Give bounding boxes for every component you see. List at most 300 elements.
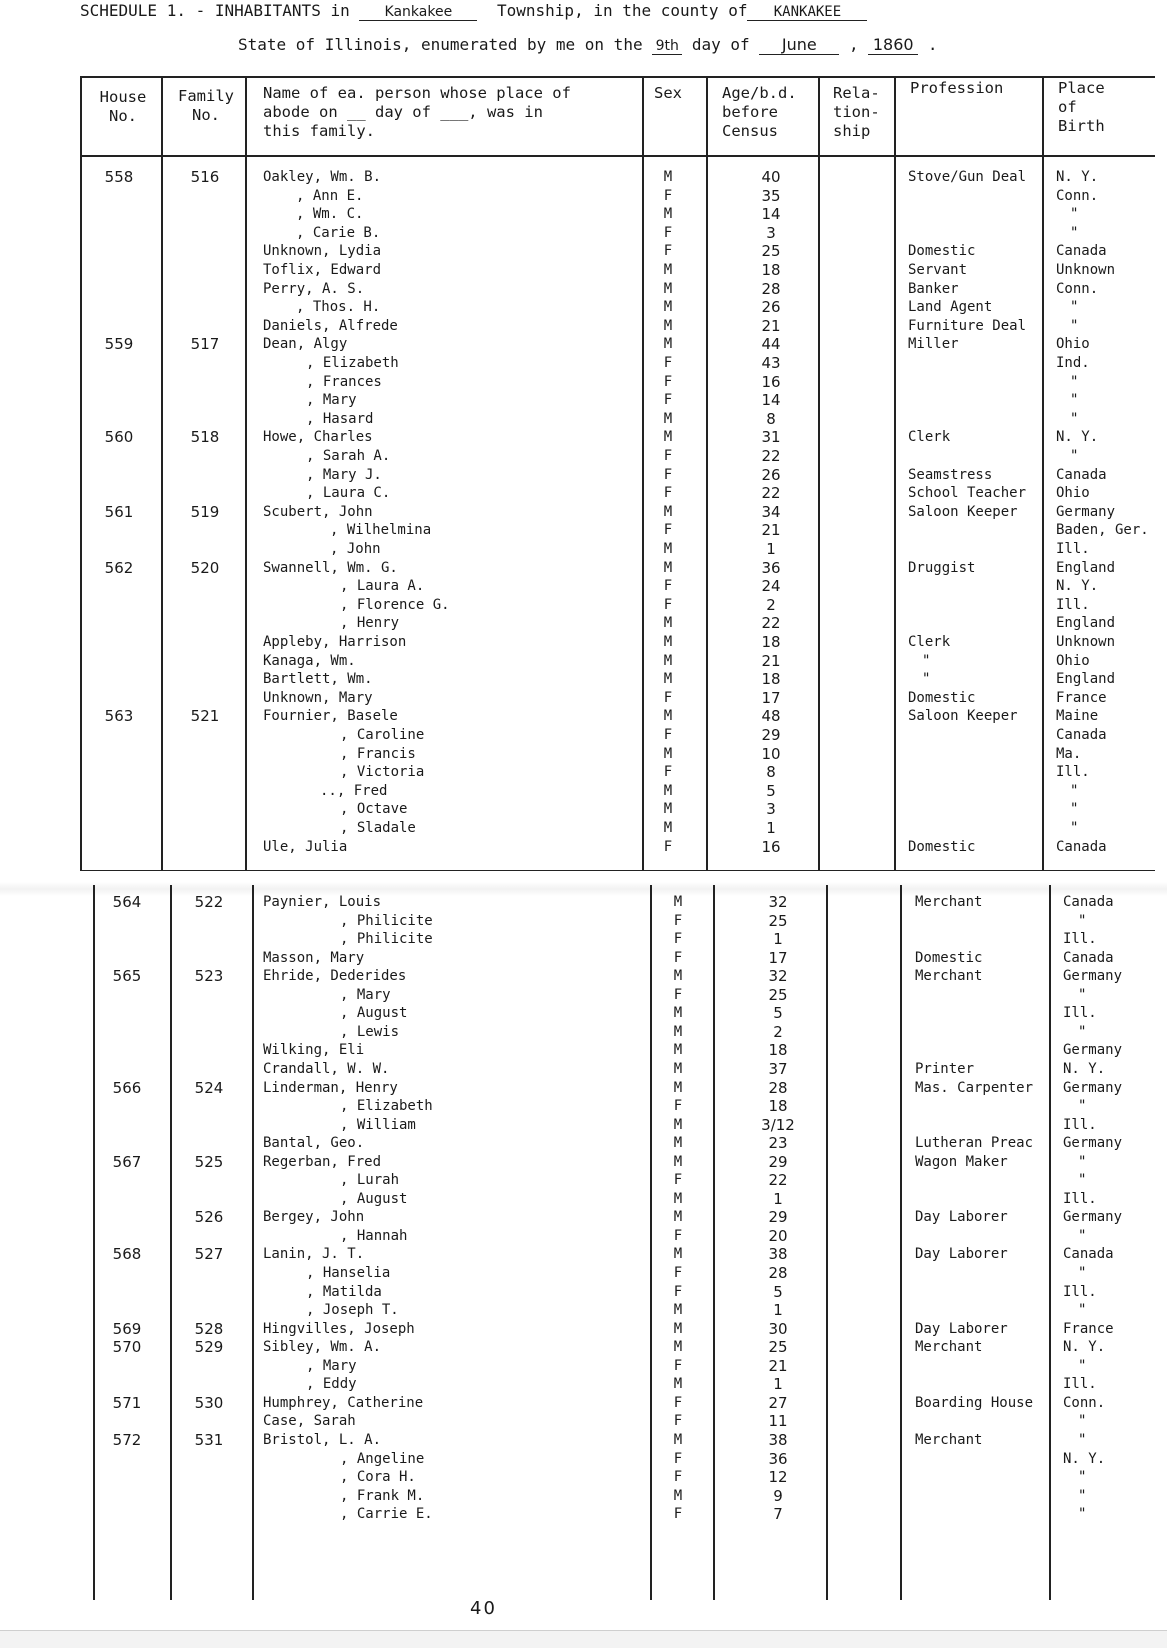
birthplace: N. Y. bbox=[1056, 169, 1099, 185]
age: 28 bbox=[761, 279, 781, 298]
age: 22 bbox=[768, 1171, 788, 1190]
person-name: , Hasard bbox=[306, 410, 374, 427]
birthplace: " bbox=[1078, 1302, 1087, 1319]
profession: Clerk bbox=[908, 429, 951, 446]
sex: M bbox=[663, 745, 673, 762]
sex: M bbox=[663, 541, 673, 557]
person-name: , Wm. C. bbox=[296, 206, 364, 223]
birthplace: " bbox=[1078, 1506, 1087, 1523]
census-row bbox=[0, 540, 1167, 559]
sex: M bbox=[673, 1431, 683, 1448]
census-row bbox=[0, 410, 1167, 429]
family-no: 527 bbox=[194, 1245, 224, 1264]
sex: F bbox=[663, 485, 673, 502]
sex: M bbox=[663, 559, 673, 576]
header-bottom-rule bbox=[80, 155, 1155, 157]
age: 2 bbox=[766, 595, 776, 614]
age: 26 bbox=[761, 298, 781, 317]
age: 18 bbox=[761, 633, 781, 651]
profession: Mas. Carpenter bbox=[915, 1079, 1034, 1096]
profession: Domestic bbox=[908, 243, 976, 260]
census-row bbox=[0, 614, 1167, 633]
birthplace: " bbox=[1078, 1469, 1087, 1486]
age: 28 bbox=[768, 1264, 788, 1282]
birthplace: England bbox=[1056, 671, 1116, 688]
person-name: Ehride, Dederides bbox=[263, 968, 407, 985]
person-name: , Florence G. bbox=[340, 596, 450, 613]
age: 1 bbox=[773, 1189, 783, 1208]
person-name: , Victoria bbox=[340, 764, 425, 781]
family-no: 528 bbox=[194, 1319, 224, 1338]
schedule-title-line bbox=[80, 1, 867, 21]
age: 31 bbox=[761, 428, 781, 447]
census-row bbox=[0, 1060, 1167, 1079]
sex: F bbox=[663, 224, 673, 241]
birthplace: N. Y. bbox=[1063, 1450, 1106, 1467]
age: 17 bbox=[768, 948, 788, 967]
birthplace: " bbox=[1078, 1265, 1087, 1281]
age: 5 bbox=[773, 1004, 783, 1023]
census-row bbox=[0, 428, 1167, 447]
sex: M bbox=[663, 782, 673, 799]
sex: M bbox=[673, 1487, 683, 1504]
age: 38 bbox=[768, 1430, 788, 1449]
profession: Wagon Maker bbox=[915, 1153, 1008, 1170]
person-name: , Frank M. bbox=[340, 1487, 425, 1504]
person-name: , Henry bbox=[340, 615, 400, 632]
person-name: Perry, A. S. bbox=[263, 280, 365, 297]
census-row bbox=[0, 1450, 1167, 1469]
birthplace: N. Y. bbox=[1063, 1060, 1106, 1077]
age: 35 bbox=[761, 186, 781, 205]
comma-sep: , bbox=[848, 35, 859, 54]
person-name: Sibley, Wm. A. bbox=[263, 1339, 382, 1356]
census-row bbox=[0, 1227, 1167, 1246]
sex: M bbox=[663, 801, 673, 818]
census-row bbox=[0, 1245, 1167, 1264]
census-row bbox=[0, 559, 1167, 578]
birthplace: " bbox=[1078, 1431, 1087, 1448]
person-name: , Hannah bbox=[340, 1227, 408, 1244]
census-row bbox=[0, 1153, 1167, 1172]
age: 23 bbox=[768, 1134, 788, 1153]
birthplace: " bbox=[1070, 448, 1079, 464]
title-prefix: SCHEDULE 1. - INHABITANTS in bbox=[80, 1, 350, 20]
person-name: , William bbox=[340, 1116, 416, 1133]
person-name: Bristol, L. A. bbox=[263, 1431, 382, 1448]
profession: Druggist bbox=[908, 559, 976, 576]
census-row bbox=[0, 354, 1167, 373]
sex: M bbox=[663, 503, 673, 520]
census-row bbox=[0, 242, 1167, 261]
census-row bbox=[0, 373, 1167, 392]
profession: School Teacher bbox=[908, 485, 1027, 502]
period: . bbox=[927, 35, 938, 54]
person-name: , Elizabeth bbox=[340, 1098, 433, 1115]
age: 43 bbox=[761, 354, 781, 372]
age: 29 bbox=[768, 1152, 788, 1171]
sex: F bbox=[673, 1098, 683, 1115]
census-row bbox=[0, 986, 1167, 1005]
sex: M bbox=[673, 1153, 683, 1170]
profession: Day Laborer bbox=[915, 1246, 1008, 1263]
person-name: Kanaga, Wm. bbox=[263, 652, 356, 669]
profession: Miller bbox=[908, 336, 959, 353]
profession: Merchant bbox=[915, 968, 983, 985]
sex: F bbox=[673, 1394, 683, 1411]
birthplace: Ma. bbox=[1056, 745, 1082, 762]
birthplace: Ind. bbox=[1056, 355, 1090, 371]
sex: F bbox=[663, 764, 673, 781]
sex: M bbox=[673, 968, 683, 985]
birthplace: Ill. bbox=[1056, 596, 1090, 613]
family-no: 526 bbox=[194, 1208, 224, 1227]
age: 25 bbox=[768, 985, 788, 1004]
birthplace: Canada bbox=[1056, 838, 1107, 855]
person-name: , Caroline bbox=[340, 727, 425, 743]
birthplace: Maine bbox=[1056, 708, 1099, 725]
age: 29 bbox=[768, 1208, 788, 1227]
sex: F bbox=[663, 355, 673, 371]
person-name: Linderman, Henry bbox=[263, 1079, 398, 1096]
house-no: 559 bbox=[104, 335, 134, 354]
sex: M bbox=[673, 1116, 683, 1133]
census-row bbox=[0, 1264, 1167, 1283]
sex: M bbox=[663, 280, 673, 297]
birthplace: " bbox=[1078, 1357, 1087, 1374]
census-row bbox=[0, 689, 1167, 708]
birthplace: " bbox=[1070, 410, 1079, 427]
age: 21 bbox=[761, 651, 781, 670]
person-name: , August bbox=[340, 1005, 408, 1022]
sex: F bbox=[663, 596, 673, 613]
sex: F bbox=[663, 392, 673, 409]
person-name: , Sarah A. bbox=[306, 448, 391, 464]
person-name: , Thos. H. bbox=[296, 299, 381, 316]
profession: " bbox=[922, 652, 931, 669]
census-row bbox=[0, 503, 1167, 522]
census-row bbox=[0, 800, 1167, 819]
person-name: , Mary J. bbox=[306, 466, 382, 483]
age: 44 bbox=[761, 335, 781, 354]
birthplace: Canada bbox=[1063, 1246, 1114, 1263]
age: 14 bbox=[761, 205, 781, 224]
sex: M bbox=[673, 1042, 683, 1059]
census-row bbox=[0, 967, 1167, 986]
census-row bbox=[0, 1097, 1167, 1116]
census-row bbox=[0, 652, 1167, 671]
census-row bbox=[0, 205, 1167, 224]
birthplace: " bbox=[1070, 392, 1079, 409]
profession: Servant bbox=[908, 262, 968, 278]
profession: Domestic bbox=[908, 838, 976, 855]
sex: F bbox=[663, 187, 673, 204]
birthplace: Ohio bbox=[1056, 652, 1090, 669]
age: 3/12 bbox=[761, 1115, 795, 1134]
sex: M bbox=[673, 1060, 683, 1077]
person-name: Bartlett, Wm. bbox=[263, 671, 373, 688]
table-top-border bbox=[80, 76, 1155, 78]
age: 5 bbox=[766, 781, 776, 800]
family-no: 519 bbox=[190, 502, 220, 521]
sex: M bbox=[663, 336, 673, 353]
census-row bbox=[0, 912, 1167, 931]
person-name: , Mary bbox=[306, 392, 357, 409]
profession: Saloon Keeper bbox=[908, 503, 1018, 520]
age: 30 bbox=[768, 1319, 788, 1338]
header-family-no: Family No. bbox=[178, 87, 234, 124]
birthplace: Ill. bbox=[1063, 931, 1097, 948]
person-name: , Angeline bbox=[340, 1450, 425, 1467]
age: 37 bbox=[768, 1059, 788, 1078]
profession: Seamstress bbox=[908, 466, 993, 483]
birthplace: Canada bbox=[1063, 894, 1114, 910]
birthplace: England bbox=[1056, 615, 1116, 632]
house-no: 564 bbox=[112, 893, 142, 911]
house-no: 570 bbox=[112, 1338, 142, 1357]
page-number: 40 bbox=[470, 1598, 497, 1619]
person-name: , Carrie E. bbox=[340, 1506, 433, 1523]
census-row bbox=[0, 1431, 1167, 1450]
house-no: 565 bbox=[112, 967, 142, 986]
birthplace: " bbox=[1078, 986, 1087, 1003]
sex: M bbox=[673, 894, 683, 910]
sex: F bbox=[673, 1450, 683, 1467]
birthplace: Canada bbox=[1056, 727, 1107, 743]
header-sex: Sex bbox=[654, 84, 682, 102]
family-no: 531 bbox=[194, 1430, 224, 1449]
sex: M bbox=[673, 1320, 683, 1337]
birthplace: N. Y. bbox=[1056, 578, 1099, 595]
age: 21 bbox=[761, 316, 781, 335]
person-name: Humphrey, Catherine bbox=[263, 1394, 424, 1411]
person-name: Case, Sarah bbox=[263, 1413, 356, 1430]
sex: F bbox=[673, 1265, 683, 1281]
census-row bbox=[0, 930, 1167, 949]
sex: F bbox=[673, 986, 683, 1003]
birthplace: " bbox=[1070, 820, 1079, 836]
age: 36 bbox=[768, 1449, 788, 1468]
age: 10 bbox=[761, 744, 781, 763]
person-name: , Lurah bbox=[340, 1172, 400, 1189]
sex: M bbox=[663, 206, 673, 223]
birthplace: Germany bbox=[1063, 1079, 1123, 1096]
age: 11 bbox=[768, 1412, 788, 1431]
profession: Merchant bbox=[915, 894, 983, 910]
census-row bbox=[0, 1320, 1167, 1339]
family-no: 529 bbox=[194, 1338, 224, 1357]
sex: M bbox=[673, 1135, 683, 1152]
census-row bbox=[0, 335, 1167, 354]
age: 22 bbox=[761, 614, 781, 633]
census-row bbox=[0, 1394, 1167, 1413]
month-field: June bbox=[759, 35, 839, 55]
house-no: 567 bbox=[112, 1152, 142, 1171]
house-no: 561 bbox=[104, 502, 134, 521]
sex: M bbox=[663, 652, 673, 669]
house-no: 568 bbox=[112, 1245, 142, 1264]
birthplace: Ohio bbox=[1056, 336, 1090, 353]
census-row bbox=[0, 168, 1167, 187]
birthplace: " bbox=[1070, 801, 1079, 818]
age: 8 bbox=[766, 763, 776, 782]
census-row bbox=[0, 1375, 1167, 1394]
profession: Saloon Keeper bbox=[908, 708, 1018, 725]
profession: Boarding House bbox=[915, 1394, 1034, 1411]
birthplace: " bbox=[1070, 782, 1079, 799]
person-name: , Mary bbox=[340, 986, 391, 1003]
family-no: 522 bbox=[194, 893, 224, 911]
header-name: Name of ea. person whose place of abode on __ day of ___, was in this family. bbox=[263, 84, 571, 140]
census-row bbox=[0, 224, 1167, 243]
birthplace: N. Y. bbox=[1063, 1339, 1106, 1356]
census-row bbox=[0, 745, 1167, 764]
birthplace: Ill. bbox=[1056, 764, 1090, 781]
sex: M bbox=[673, 1209, 683, 1226]
census-row bbox=[0, 1190, 1167, 1209]
age: 25 bbox=[768, 911, 788, 930]
age: 48 bbox=[761, 707, 781, 726]
person-name: , Joseph T. bbox=[306, 1302, 399, 1319]
age: 20 bbox=[768, 1226, 788, 1245]
census-row bbox=[0, 1505, 1167, 1524]
sex: M bbox=[663, 299, 673, 316]
sex: M bbox=[673, 1005, 683, 1022]
census-row bbox=[0, 633, 1167, 652]
age: 1 bbox=[773, 930, 783, 949]
person-name: Crandall, W. W. bbox=[263, 1060, 390, 1077]
birthplace: Conn. bbox=[1063, 1394, 1106, 1411]
birthplace: Germany bbox=[1056, 503, 1116, 520]
census-row bbox=[0, 1301, 1167, 1320]
person-name: , Hanselia bbox=[306, 1265, 391, 1281]
census-row bbox=[0, 1412, 1167, 1431]
profession: Day Laborer bbox=[915, 1209, 1008, 1226]
sex: F bbox=[663, 243, 673, 260]
age: 1 bbox=[766, 540, 776, 558]
age: 18 bbox=[761, 261, 781, 279]
birthplace: Germany bbox=[1063, 1042, 1123, 1059]
age: 21 bbox=[761, 521, 781, 540]
birthplace: " bbox=[1070, 299, 1079, 316]
sex: F bbox=[663, 373, 673, 390]
sex: M bbox=[663, 820, 673, 836]
birthplace: Germany bbox=[1063, 968, 1123, 985]
person-name: , Philicite bbox=[340, 912, 433, 929]
age: 18 bbox=[768, 1041, 788, 1060]
sex: F bbox=[673, 949, 683, 966]
birthplace: England bbox=[1056, 559, 1116, 576]
sex: M bbox=[673, 1190, 683, 1207]
sex: M bbox=[663, 429, 673, 446]
birthplace: " bbox=[1078, 1023, 1087, 1040]
age: 36 bbox=[761, 558, 781, 577]
year-field: 1860 bbox=[868, 35, 918, 55]
age: 16 bbox=[761, 372, 781, 391]
age: 12 bbox=[768, 1468, 788, 1487]
person-name: Swannell, Wm. G. bbox=[263, 559, 398, 576]
age: 38 bbox=[768, 1245, 788, 1264]
age: 1 bbox=[773, 1375, 783, 1394]
header-birthplace: Place of Birth bbox=[1058, 79, 1105, 135]
person-name: , Wilhelmina bbox=[330, 522, 432, 539]
person-name: , Francis bbox=[340, 745, 416, 762]
census-row bbox=[0, 1134, 1167, 1153]
sex: F bbox=[673, 912, 683, 929]
person-name: , Sladale bbox=[340, 820, 416, 836]
census-row bbox=[0, 763, 1167, 782]
census-row bbox=[0, 187, 1167, 206]
person-name: Wilking, Eli bbox=[263, 1042, 365, 1059]
birthplace: " bbox=[1078, 1153, 1087, 1170]
birthplace: Ill. bbox=[1063, 1376, 1097, 1393]
family-no: 516 bbox=[190, 168, 220, 186]
census-row bbox=[0, 782, 1167, 801]
family-no: 517 bbox=[190, 335, 220, 354]
header-relationship: Rela- tion- ship bbox=[833, 84, 880, 140]
sex: M bbox=[663, 671, 673, 688]
family-no: 525 bbox=[194, 1152, 224, 1171]
age: 16 bbox=[761, 837, 781, 856]
census-row bbox=[0, 317, 1167, 336]
census-row bbox=[0, 838, 1167, 857]
birthplace: France bbox=[1063, 1320, 1114, 1337]
age: 32 bbox=[768, 893, 788, 911]
census-row bbox=[0, 1468, 1167, 1487]
profession: Stove/Gun Deal bbox=[908, 169, 1027, 185]
birthplace: " bbox=[1070, 206, 1079, 223]
census-row bbox=[0, 670, 1167, 689]
age: 8 bbox=[766, 409, 776, 428]
age: 18 bbox=[768, 1097, 788, 1116]
census-row bbox=[0, 949, 1167, 968]
house-no: 569 bbox=[112, 1319, 142, 1338]
birthplace: Canada bbox=[1063, 949, 1114, 966]
house-no: 563 bbox=[104, 707, 134, 726]
header-age: Age/b.d. before Census bbox=[722, 84, 797, 140]
person-name: , Philicite bbox=[340, 931, 433, 948]
sex: M bbox=[673, 1339, 683, 1356]
sex: F bbox=[673, 931, 683, 948]
person-name: Masson, Mary bbox=[263, 949, 365, 966]
age: 5 bbox=[773, 1282, 783, 1301]
person-name: , Lewis bbox=[340, 1023, 400, 1040]
age: 22 bbox=[761, 484, 781, 503]
sex: M bbox=[673, 1023, 683, 1040]
profession: Domestic bbox=[908, 689, 976, 706]
person-name: Scubert, John bbox=[263, 503, 373, 520]
birthplace: Baden, Ger. bbox=[1056, 522, 1149, 539]
birthplace: Germany bbox=[1063, 1135, 1123, 1152]
family-no: 530 bbox=[194, 1393, 224, 1412]
profession: " bbox=[922, 671, 931, 688]
age: 1 bbox=[773, 1301, 783, 1320]
person-name: , John bbox=[330, 541, 381, 557]
person-name: , Eddy bbox=[306, 1376, 357, 1393]
birthplace: Ohio bbox=[1056, 485, 1090, 502]
person-name: , Elizabeth bbox=[306, 355, 399, 371]
birthplace: Ill. bbox=[1063, 1190, 1097, 1207]
profession: Land Agent bbox=[908, 299, 993, 316]
house-no: 562 bbox=[104, 558, 134, 577]
table-bottom-rule bbox=[80, 870, 1155, 871]
title-middle: Township, in the county of bbox=[497, 1, 748, 20]
age: 29 bbox=[761, 726, 781, 744]
census-row bbox=[0, 1208, 1167, 1227]
profession: Printer bbox=[915, 1060, 975, 1077]
birthplace: " bbox=[1078, 1413, 1087, 1430]
person-name: Toflix, Edward bbox=[263, 262, 382, 278]
